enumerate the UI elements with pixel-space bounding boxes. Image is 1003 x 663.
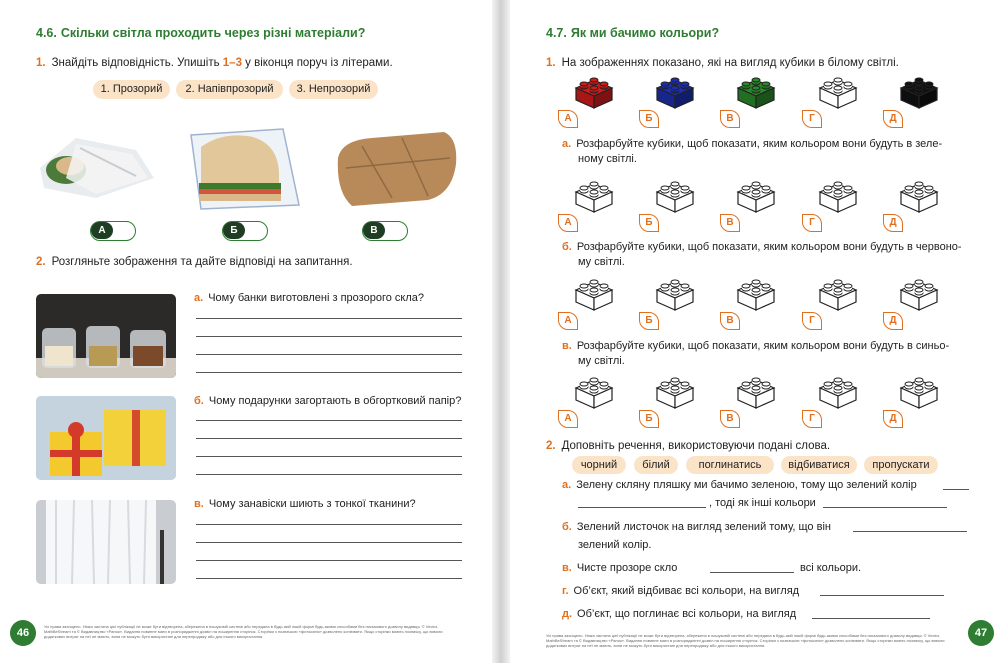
question-text: Чому занавіски шиють з тонкої тканини? — [208, 498, 416, 510]
lego-brick-icon[interactable] — [734, 274, 778, 312]
task-text: Розгляньте зображення та дайте відповіді на запитання. — [51, 256, 353, 268]
question-b — [194, 394, 461, 409]
section-title-text: Як ми бачимо кольори? — [570, 26, 720, 40]
cube-letter-tag: А — [558, 214, 578, 232]
section-number: 4.6. — [36, 26, 57, 40]
sentence-text: Чисте прозоре скло — [576, 562, 678, 574]
fill-blank[interactable] — [853, 531, 967, 532]
curtains-photo — [36, 500, 176, 584]
lego-brick-icon[interactable] — [734, 176, 778, 214]
answer-box-b[interactable] — [222, 221, 268, 241]
cube-letter-tag: Б — [639, 110, 659, 128]
answer-line[interactable] — [196, 578, 462, 579]
sentence-v — [562, 561, 677, 576]
question-letter: в. — [194, 498, 204, 510]
subtask-letter: в. — [562, 340, 572, 352]
sandwich-paper-wrap-image — [332, 128, 460, 210]
letter-v-label: В — [363, 222, 385, 239]
lego-brick-icon[interactable] — [897, 274, 941, 312]
fill-blank[interactable] — [578, 507, 706, 508]
cube-letter-tag: В — [720, 312, 740, 330]
sandwich-plastic-wrap-image — [36, 128, 158, 200]
answer-box-v[interactable] — [362, 221, 408, 241]
letter-a-label: А — [91, 222, 113, 239]
paper-wrap-icon — [332, 128, 460, 210]
copyright-footer: Усі права захищено. Ніяка частина цієї публікації не може бути відтворена, збережена в пошуковій системі або передана в будь-якій іншій формі будь-якими способами без письмового дозволу видавця. © Vector, MathBeStream та © Видавництво «Ранок». Видання повинне мати в розпорядженні дозвіл на поширення сторінок. Сторінки з позначкою «фотокопія» дозволено копіювати. Якщо сторінки мають позначку, що вимоги додаткових витрат на неї не мають, вони не можуть бути використані для перепродажу або для іншого використання. — [44, 624, 443, 639]
cube-letter-tag: Г — [802, 214, 822, 232]
sentence-text: Зелений листочок на вигляд зелений тому, що він — [576, 521, 831, 533]
cube-letter-tag: А — [558, 110, 578, 128]
subtask-text: Розфарбуйте кубики, щоб показати, яким кольором вони будуть в червоно- — [576, 241, 962, 253]
lego-brick-icon — [816, 72, 860, 110]
lego-brick-icon — [653, 72, 697, 110]
task-number: 1. — [546, 57, 556, 69]
section-number: 4.7. — [546, 26, 567, 40]
jars-photo — [36, 294, 176, 378]
task-2-instruction — [36, 255, 353, 269]
word-pill-white: білий — [634, 456, 678, 474]
task-text-part: Знайдіть відповідність. Упишіть — [51, 57, 223, 69]
sentence-text: Об’єкт, який відбиває всі кольори, на вигляд — [573, 585, 800, 597]
cube-letter-tag: Г — [802, 312, 822, 330]
cube-letter-tag: В — [720, 214, 740, 232]
fill-blank[interactable] — [820, 595, 944, 596]
sentence-a — [562, 478, 917, 493]
lego-brick-icon[interactable] — [816, 372, 860, 410]
lego-brick-icon — [897, 72, 941, 110]
glass-jars-icon — [36, 294, 176, 378]
cube-letter-tag: Б — [639, 214, 659, 232]
page-number: 47 — [968, 620, 994, 646]
answer-line[interactable] — [196, 474, 462, 475]
task-2-instruction — [546, 439, 830, 453]
sentence-b — [562, 520, 831, 535]
section-title-4-7 — [546, 26, 719, 40]
lego-brick-icon[interactable] — [572, 176, 616, 214]
subtask-letter: б. — [562, 241, 572, 253]
task-text-part: у віконця поруч із літерами. — [241, 57, 393, 69]
task-text: Доповніть речення, використовуючи подані слова. — [561, 440, 831, 452]
lego-brick-icon[interactable] — [572, 372, 616, 410]
sandwich-wrap-icon — [36, 128, 158, 200]
cube-letter-tag: Г — [802, 110, 822, 128]
lego-brick-icon — [572, 72, 616, 110]
lego-brick-icon — [734, 72, 778, 110]
section-title-text: Скільки світла проходить через різні матеріали? — [60, 26, 366, 40]
question-a — [194, 291, 424, 306]
gift-box-icon — [36, 396, 176, 480]
word-pill-transmit: пропускати — [864, 456, 938, 474]
sentence-text: Зелену скляну пляшку ми бачимо зеленою, тому що зелений колір — [576, 479, 917, 491]
fill-blank[interactable] — [710, 572, 794, 573]
cube-letter-tag: Б — [639, 410, 659, 428]
task-number: 1. — [36, 57, 46, 69]
question-text: Чому банки виготовлені з прозорого скла? — [208, 292, 424, 304]
task-number: 2. — [546, 440, 556, 452]
subtask-text: ному світлі. — [578, 153, 637, 165]
lego-brick-icon[interactable] — [572, 274, 616, 312]
option-pill-opaque: 3. Непрозорий — [289, 80, 378, 99]
fill-blank[interactable] — [812, 618, 930, 619]
word-pill-reflect: відбиватися — [781, 456, 857, 474]
subtask-v — [562, 339, 982, 369]
fill-blank[interactable] — [943, 489, 969, 490]
copyright-footer: Усі права захищено. Ніяка частина цієї публікації не може бути відтворена, збережена в пошуковій системі або передана в будь-якій іншій формі будь-якими способами без письмового дозволу видавця. © Vector, MathBeStream та © Видавництво «Ранок». Видання повинне мати в розпорядженні дозвіл на поширення сторінок. Сторінки з позначкою «фотокопія» дозволено копіювати. Якщо сторінки мають позначку, що вимоги додаткових витрат на неї не мають, вони не можуть бути використані для перепродажу або для іншого використання. — [546, 633, 945, 648]
subtask-text: Розфарбуйте кубики, щоб показати, яким кольором вони будуть в зеле- — [576, 138, 943, 150]
answer-line[interactable] — [196, 354, 462, 355]
subtask-letter: а. — [562, 138, 572, 150]
sentence-letter: а. — [562, 479, 572, 491]
sentence-a-cont: , тоді як інші кольори — [709, 497, 816, 509]
answer-line[interactable] — [196, 524, 462, 525]
option-pill-translucent: 2. Напівпрозорий — [176, 80, 283, 99]
question-letter: б. — [194, 395, 204, 407]
task-number: 2. — [36, 256, 46, 268]
fill-blank[interactable] — [823, 507, 947, 508]
answer-line[interactable] — [196, 318, 462, 319]
lego-brick-icon[interactable] — [897, 372, 941, 410]
task-text: На зображеннях показано, які на вигляд кубики в білому світлі. — [561, 57, 899, 69]
cube-letter-tag: Б — [639, 312, 659, 330]
lego-brick-icon[interactable] — [897, 176, 941, 214]
question-letter: а. — [194, 292, 204, 304]
sentence-b-cont: зелений колір. — [578, 539, 652, 551]
subtask-b — [562, 240, 982, 270]
sandwich-bag-icon — [183, 125, 301, 211]
curtain-icon — [36, 500, 176, 584]
word-pill-absorb: поглинатись — [686, 456, 774, 474]
word-pill-black: чорний — [572, 456, 626, 474]
cube-letter-tag: Д — [883, 410, 903, 428]
cube-letter-tag: Д — [883, 214, 903, 232]
answer-box-a[interactable] — [90, 221, 136, 241]
task-1-instruction — [36, 56, 393, 70]
page-number: 46 — [10, 620, 36, 646]
book-gutter — [492, 0, 510, 663]
answer-line[interactable] — [196, 336, 462, 337]
subtask-text: Розфарбуйте кубики, щоб показати, яким кольором вони будуть в синьо- — [576, 340, 950, 352]
option-pill-transparent: 1. Прозорий — [93, 80, 170, 99]
letter-b-label: Б — [223, 222, 245, 239]
sentence-g — [562, 584, 799, 599]
sentence-letter: г. — [562, 585, 569, 597]
sentence-letter: в. — [562, 562, 572, 574]
answer-line[interactable] — [196, 560, 462, 561]
cube-letter-tag: Д — [883, 110, 903, 128]
subtask-text: му світлі. — [578, 256, 625, 268]
question-v — [194, 497, 416, 512]
cube-letter-tag: В — [720, 410, 740, 428]
sentence-d — [562, 607, 796, 622]
section-title-4-6 — [36, 26, 365, 40]
task-1-instruction — [546, 56, 899, 70]
cube-letter-tag: Д — [883, 312, 903, 330]
sentence-v-end: всі кольори. — [800, 562, 862, 574]
number-range: 1–3 — [222, 57, 242, 69]
lego-brick-icon[interactable] — [816, 176, 860, 214]
answer-line[interactable] — [196, 456, 462, 457]
page-right — [510, 0, 1003, 663]
sentence-text: Об’єкт, що поглинає всі кольори, на вигляд — [577, 608, 797, 620]
lego-brick-icon[interactable] — [653, 274, 697, 312]
question-text: Чому подарунки загортають в обгортковий папір? — [208, 395, 462, 407]
gifts-photo — [36, 396, 176, 480]
subtask-text: му світлі. — [578, 355, 625, 367]
answer-line[interactable] — [196, 372, 462, 373]
cube-letter-tag: Г — [802, 410, 822, 428]
page-left — [0, 0, 492, 663]
lego-brick-icon[interactable] — [653, 372, 697, 410]
lego-brick-icon[interactable] — [653, 176, 697, 214]
cube-letter-tag: А — [558, 312, 578, 330]
subtask-a — [562, 137, 982, 167]
cube-letter-tag: А — [558, 410, 578, 428]
lego-brick-icon[interactable] — [734, 372, 778, 410]
cube-letter-tag: В — [720, 110, 740, 128]
sentence-letter: б. — [562, 521, 572, 533]
answer-line[interactable] — [196, 542, 462, 543]
lego-brick-icon[interactable] — [816, 274, 860, 312]
answer-line[interactable] — [196, 420, 462, 421]
sandwich-zip-bag-image — [183, 125, 301, 211]
answer-line[interactable] — [196, 438, 462, 439]
sentence-letter: д. — [562, 608, 573, 620]
